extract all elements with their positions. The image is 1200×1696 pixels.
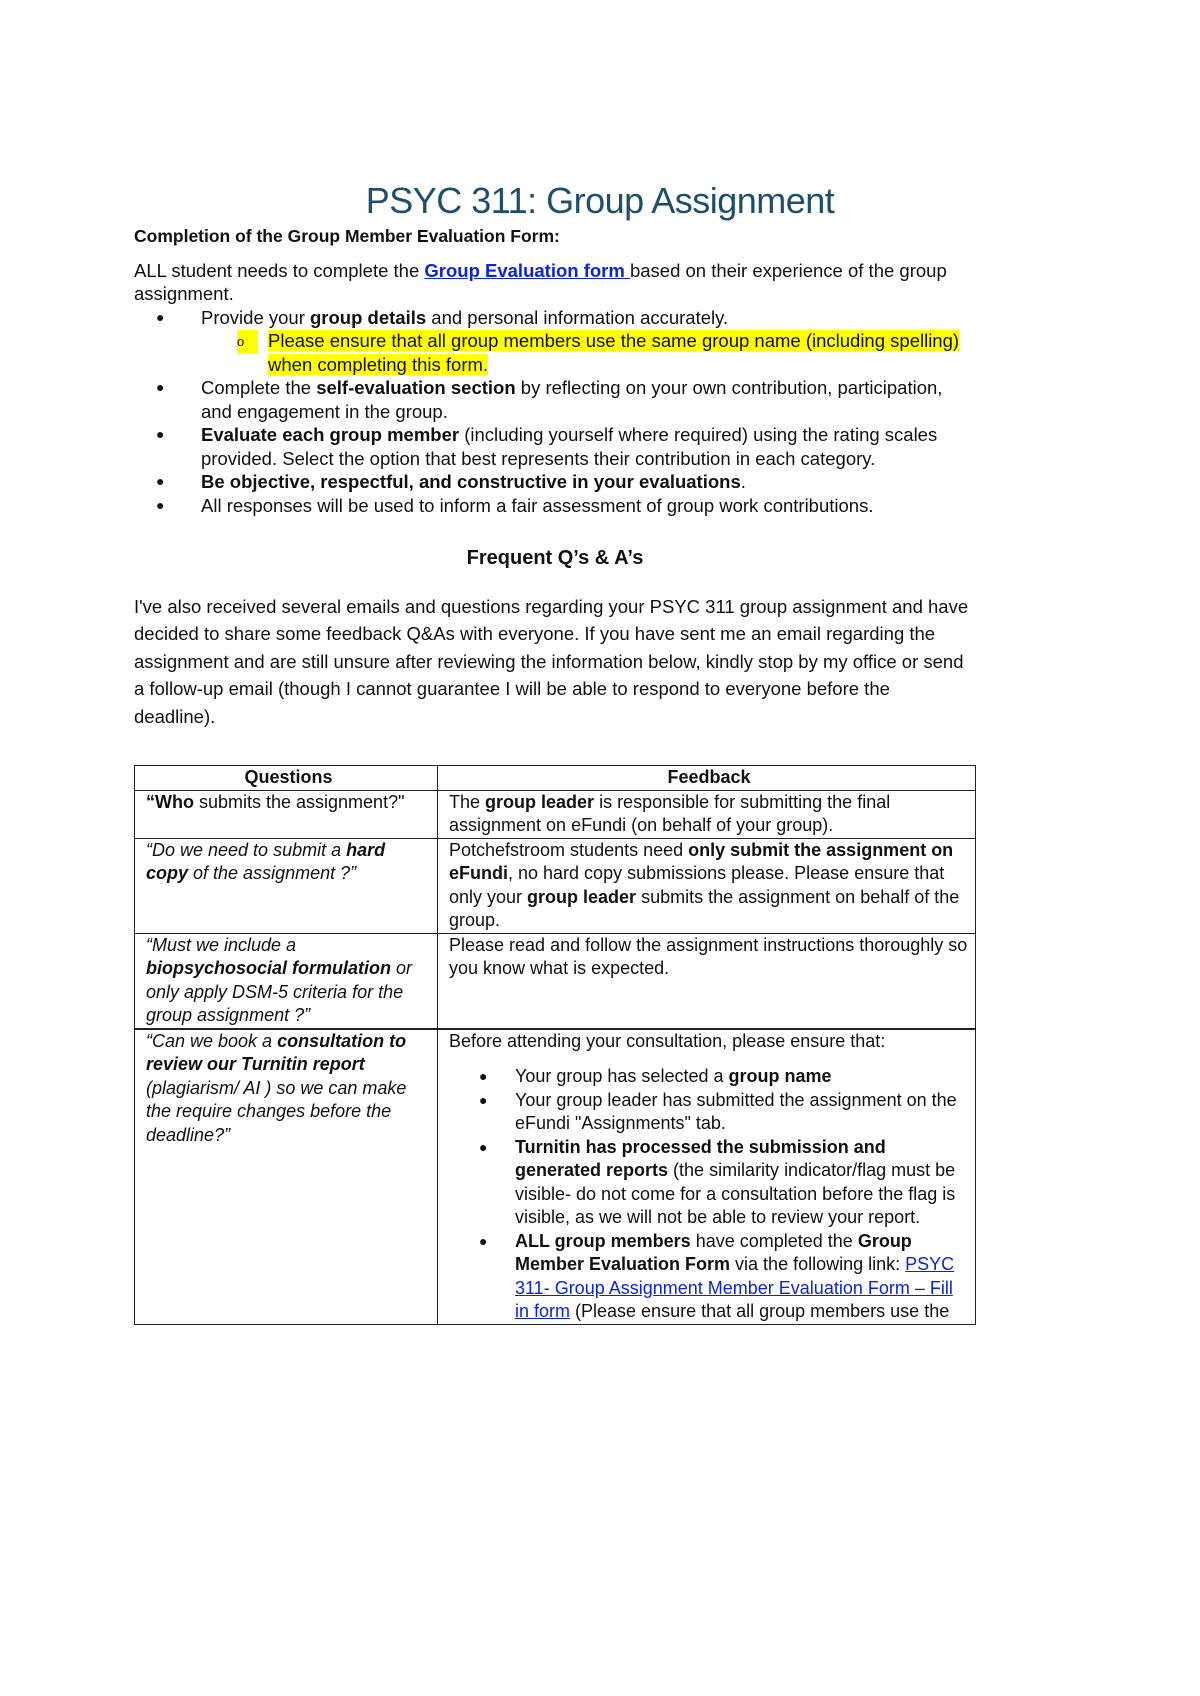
item-bold: ALL group members bbox=[515, 1230, 691, 1251]
document-title: PSYC 311: Group Assignment bbox=[365, 180, 835, 221]
question-cell bbox=[135, 838, 438, 933]
feedback-text: Potchefstroom students need bbox=[449, 839, 689, 860]
faq-heading: Frequent Q’s & A’s bbox=[466, 547, 644, 569]
quote-mark: “ bbox=[146, 791, 155, 812]
question-cell bbox=[135, 933, 438, 1029]
intro-text-end: based on their experience of the group assignment. bbox=[134, 259, 947, 304]
evaluation-form-section bbox=[134, 225, 976, 730]
feedback-text: submits the assignment on behalf of the group. bbox=[449, 886, 960, 930]
item-text: (including yourself where required) using the rating scales provided. Select the option that best represents their contribution in each category. bbox=[201, 424, 938, 469]
question-text: “Do we need to submit a bbox=[146, 839, 347, 860]
item-bold: Be objective, respectful, and constructive in your evaluations bbox=[201, 471, 741, 492]
feedback-cell: Please read and follow the assignment instructions thoroughly so you know what is expected. bbox=[438, 933, 976, 1029]
table-row bbox=[135, 933, 976, 1029]
table-row bbox=[135, 1029, 976, 1325]
list-item bbox=[134, 494, 976, 518]
bullet-icon: ● bbox=[479, 1068, 488, 1084]
item-text: and personal information accurately. bbox=[426, 306, 729, 328]
intro-text: ALL student needs to complete the bbox=[134, 259, 425, 281]
item-text: Your group leader has submitted the assignment on the eFundi "Assignments" tab. bbox=[515, 1089, 957, 1133]
item-text: . bbox=[740, 471, 746, 492]
item-text: Your group has selected a bbox=[515, 1066, 729, 1086]
header-feedback: Feedback bbox=[438, 766, 976, 791]
faq-intro-paragraph: I've also received several emails and questions regarding your PSYC 311 group assignment and have decided to share some feedback Q&As with everyone. If you have sent me an email regarding the assignment and are still unsure after reviewing the information below, kindly stop by my office or send a follow-up email (though I cannot guarantee I will be able to respond to everyone before the deadline). bbox=[134, 595, 969, 727]
bullet-icon: ● bbox=[479, 1091, 488, 1108]
bullet-icon: ● bbox=[479, 1232, 488, 1249]
question-cell bbox=[135, 790, 438, 838]
list-item bbox=[449, 1136, 969, 1230]
highlighted-note: Please ensure that all group members use the same group name (including spelling) when completing this form. bbox=[268, 330, 960, 375]
item-bold: group name bbox=[728, 1066, 832, 1086]
list-item bbox=[134, 470, 976, 494]
question-text: “Can we book a bbox=[146, 1030, 278, 1051]
question-bold: biopsychosocial formulation bbox=[146, 958, 392, 978]
bullet-icon: ● bbox=[479, 1138, 488, 1155]
evaluation-form-link[interactable]: PSYC 311- Group Assignment Member Evaluation Form – Fill in form bbox=[515, 1254, 955, 1321]
list-item bbox=[449, 1089, 969, 1136]
question-bold: consultation to review our Turnitin report bbox=[146, 1030, 407, 1074]
question-text: “Must we include a bbox=[146, 934, 297, 955]
feedback-cell bbox=[438, 1029, 976, 1325]
item-text: by reflecting on your own contribution, participation, and engagement in the group. bbox=[201, 377, 943, 422]
consultation-checklist bbox=[449, 1065, 969, 1324]
list-item bbox=[134, 376, 976, 423]
feedback-intro: Before attending your consultation, please ensure that: bbox=[449, 1030, 886, 1051]
question-bold: hard copy bbox=[146, 839, 386, 883]
question-text: submits the assignment?" bbox=[193, 791, 405, 812]
feedback-text: The bbox=[449, 791, 486, 812]
feedback-bold: only submit the assignment on eFundi bbox=[449, 839, 954, 883]
instructions-list bbox=[134, 306, 976, 518]
item-text: have completed the bbox=[690, 1230, 858, 1251]
sub-list bbox=[201, 329, 976, 376]
question-cell bbox=[135, 1029, 438, 1325]
item-text: via the following link: bbox=[730, 1254, 906, 1274]
feedback-text: , no hard copy submissions please. Please ensure that only your bbox=[449, 863, 945, 907]
table-header-row bbox=[135, 766, 976, 791]
section-heading: Completion of the Group Member Evaluation Form: bbox=[134, 226, 560, 246]
item-text: (the similarity indicator/flag must be visible- do not come for a consultation before the flag is visible, as we will not be able to review your report. bbox=[515, 1160, 956, 1227]
list-item bbox=[449, 1065, 969, 1089]
question-bold: Who bbox=[155, 791, 194, 812]
header-questions: Questions bbox=[135, 766, 438, 791]
bullet-icon: ● bbox=[156, 308, 165, 325]
question-text: (plagiarism/ AI ) so we can make the require changes before the deadline?” bbox=[146, 1077, 407, 1145]
list-item bbox=[134, 423, 976, 470]
intro-paragraph bbox=[134, 259, 976, 306]
feedback-bold: group leader bbox=[527, 886, 637, 907]
bullet-icon: ● bbox=[156, 473, 165, 489]
bullet-icon: ● bbox=[156, 426, 165, 442]
feedback-cell bbox=[438, 790, 976, 838]
bullet-icon: ● bbox=[156, 379, 165, 395]
table-row bbox=[135, 838, 976, 933]
list-item bbox=[134, 306, 976, 377]
item-text: Complete the bbox=[201, 377, 317, 398]
highlighted-sub-item bbox=[201, 329, 976, 376]
table-row bbox=[135, 790, 976, 838]
question-text: or only apply DSM-5 criteria for the group assignment ?” bbox=[146, 958, 413, 1025]
question-text: of the assignment ?” bbox=[188, 863, 357, 883]
item-bold: Evaluate each group member bbox=[201, 424, 460, 445]
item-bold: Group Member Evaluation Form bbox=[515, 1230, 912, 1274]
item-bold: Turnitin has processed the submission and generated reports bbox=[515, 1136, 886, 1180]
circle-bullet-icon: o bbox=[237, 330, 258, 354]
faq-table bbox=[134, 765, 976, 1325]
item-bold: self-evaluation section bbox=[316, 377, 516, 398]
feedback-text: is responsible for submitting the final assignment on eFundi (on behalf of your group). bbox=[449, 791, 891, 835]
feedback-cell bbox=[438, 838, 976, 933]
group-evaluation-form-link[interactable]: Group Evaluation form bbox=[424, 259, 630, 281]
bullet-icon: ● bbox=[156, 496, 165, 513]
item-text: All responses will be used to inform a fair assessment of group work contributions. bbox=[201, 494, 874, 516]
list-item bbox=[449, 1230, 969, 1324]
feedback-bold: group leader bbox=[485, 791, 595, 812]
item-text: Provide your bbox=[201, 306, 310, 328]
item-text: (Please ensure that all group members use the bbox=[570, 1301, 950, 1321]
item-bold: group details bbox=[310, 306, 427, 328]
